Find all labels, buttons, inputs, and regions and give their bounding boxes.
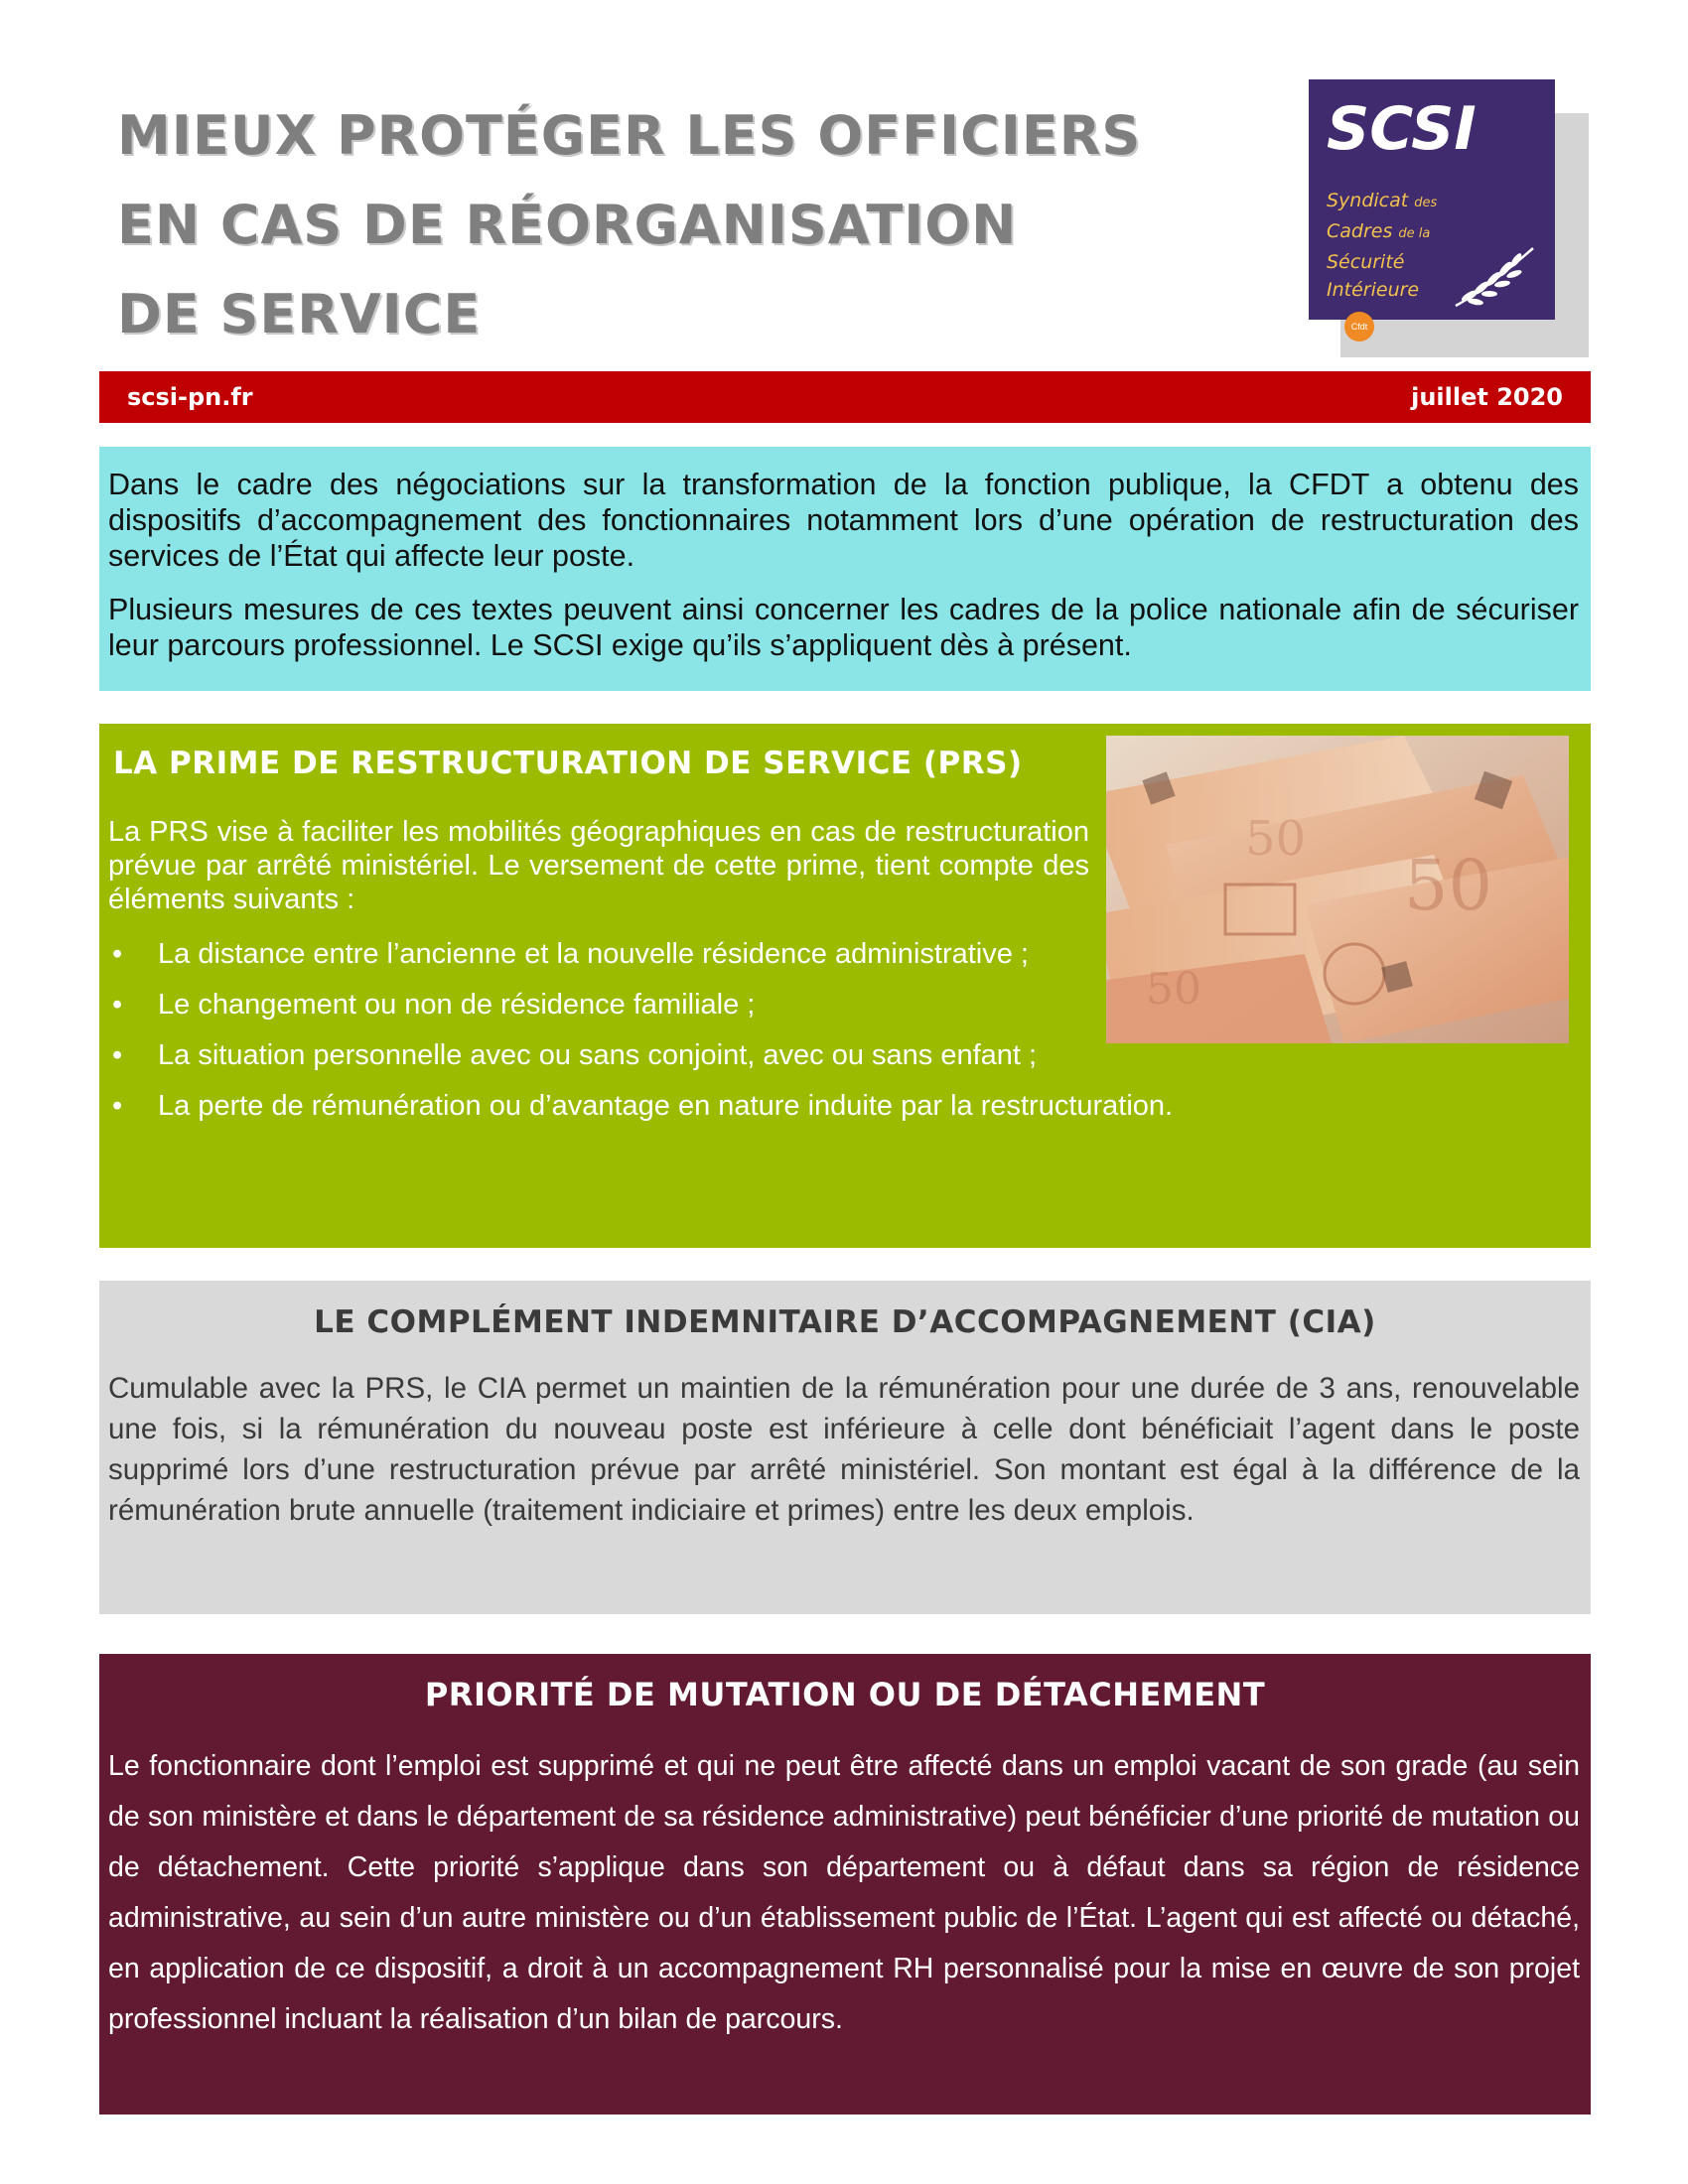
list-item: • La perte de rémunération ou d’avantage en nature induite par la restructuration. [108,1089,1578,1123]
date-label: juillet 2020 [1411,383,1563,411]
list-item: • La situation personnelle avec ou sans conjoint, avec ou sans enfant ; [108,1038,1090,1072]
header-bar [99,371,1591,423]
cfdt-badge: Cfdt [1344,312,1374,341]
cia-title: LE COMPLÉMENT INDEMNITAIRE D’ACCOMPAGNEMENT (CIA) [314,1304,1376,1340]
logo-name: SCSI [1327,94,1477,164]
logo-box [1309,79,1555,332]
euro-banknotes-photo [1106,736,1569,1043]
prs-section [99,724,1591,1248]
title-line: EN CAS DE RÉORGANISATION [117,194,1018,256]
page-title [117,91,1259,359]
list-item: • La distance entre l’ancienne et la nouvelle résidence administrative ; [108,937,1090,971]
priorite-section [99,1654,1591,2115]
svg-text:50: 50 [1146,964,1201,1015]
svg-text:50: 50 [1404,845,1493,926]
cia-section [99,1281,1591,1614]
priorite-title: PRIORITÉ DE MUTATION OU DE DÉTACHEMENT [424,1676,1266,1713]
intro-paragraph: Plusieurs mesures de ces textes peuvent ainsi concerner les cadres de la police nationale afin de sécuriser leur parcours professionnel. Le SCSI exige qu’ils s’appliquent dès à présent. [108,593,1579,662]
intro-paragraph: Dans le cadre des négociations sur la transformation de la fonction publique, la CFDT a obtenu des dispositifs d’accompagnement des fonctionnaires notamment lors d’une opération de restructuration des services de l’État qui affecte leur poste. [108,468,1579,573]
title-line: DE SERVICE [117,283,482,345]
intro-box [99,447,1591,691]
laurel-icon [1446,240,1541,310]
scsi-logo [1309,79,1589,357]
prs-text: La PRS vise à faciliter les mobilités géographiques en cas de restructuration prévue par arrêté ministériel. Le versement de cette prime, tient compte des éléments suivants : [108,816,1089,915]
website-label: scsi-pn.fr [127,383,253,411]
list-item: • Le changement ou non de résidence familiale ; [108,988,1578,1022]
svg-text:50: 50 [1245,811,1307,867]
prs-title: LA PRIME DE RESTRUCTURATION DE SERVICE (PRS) [113,746,1023,781]
title-line: MIEUX PROTÉGER LES OFFICIERS [117,104,1142,167]
cia-text: Cumulable avec la PRS, le CIA permet un maintien de la rémunération pour une durée de 3 ans, renouvelable une fois, si la rémunération du nouveau poste est inférieure à celle dont bénéficiait l’agent dans le poste supprimé lors d’une restructuration prévue par arrêté ministériel. Son montant est égal à la différence de la rémunération brute annuelle (traitement indiciaire et primes) entre les deux emplois. [108,1372,1580,1527]
priorite-text: Le fonctionnaire dont l’emploi est supprimé et qui ne peut être affecté dans un emploi vacant de son grade (au sein de son ministère et dans le département de sa résidence administrative) peut bénéficier d’une priorité de mutation ou de détachement. Cette priorité s’applique dans son département ou à défaut dans sa région de résidence administrative, au sein d’un autre ministère ou d’un établissement public de l’État. L’agent qui est affecté ou détaché, en application de ce dispositif, a droit à un accompagnement RH personnalisé pour la mise en œuvre de son projet professionnel incluant la réalisation d’un bilan de parcours. [108,1750,1580,2035]
logo-tagline: Syndicat des Cadres de la Sécurité Intérieure [1327,190,1438,301]
